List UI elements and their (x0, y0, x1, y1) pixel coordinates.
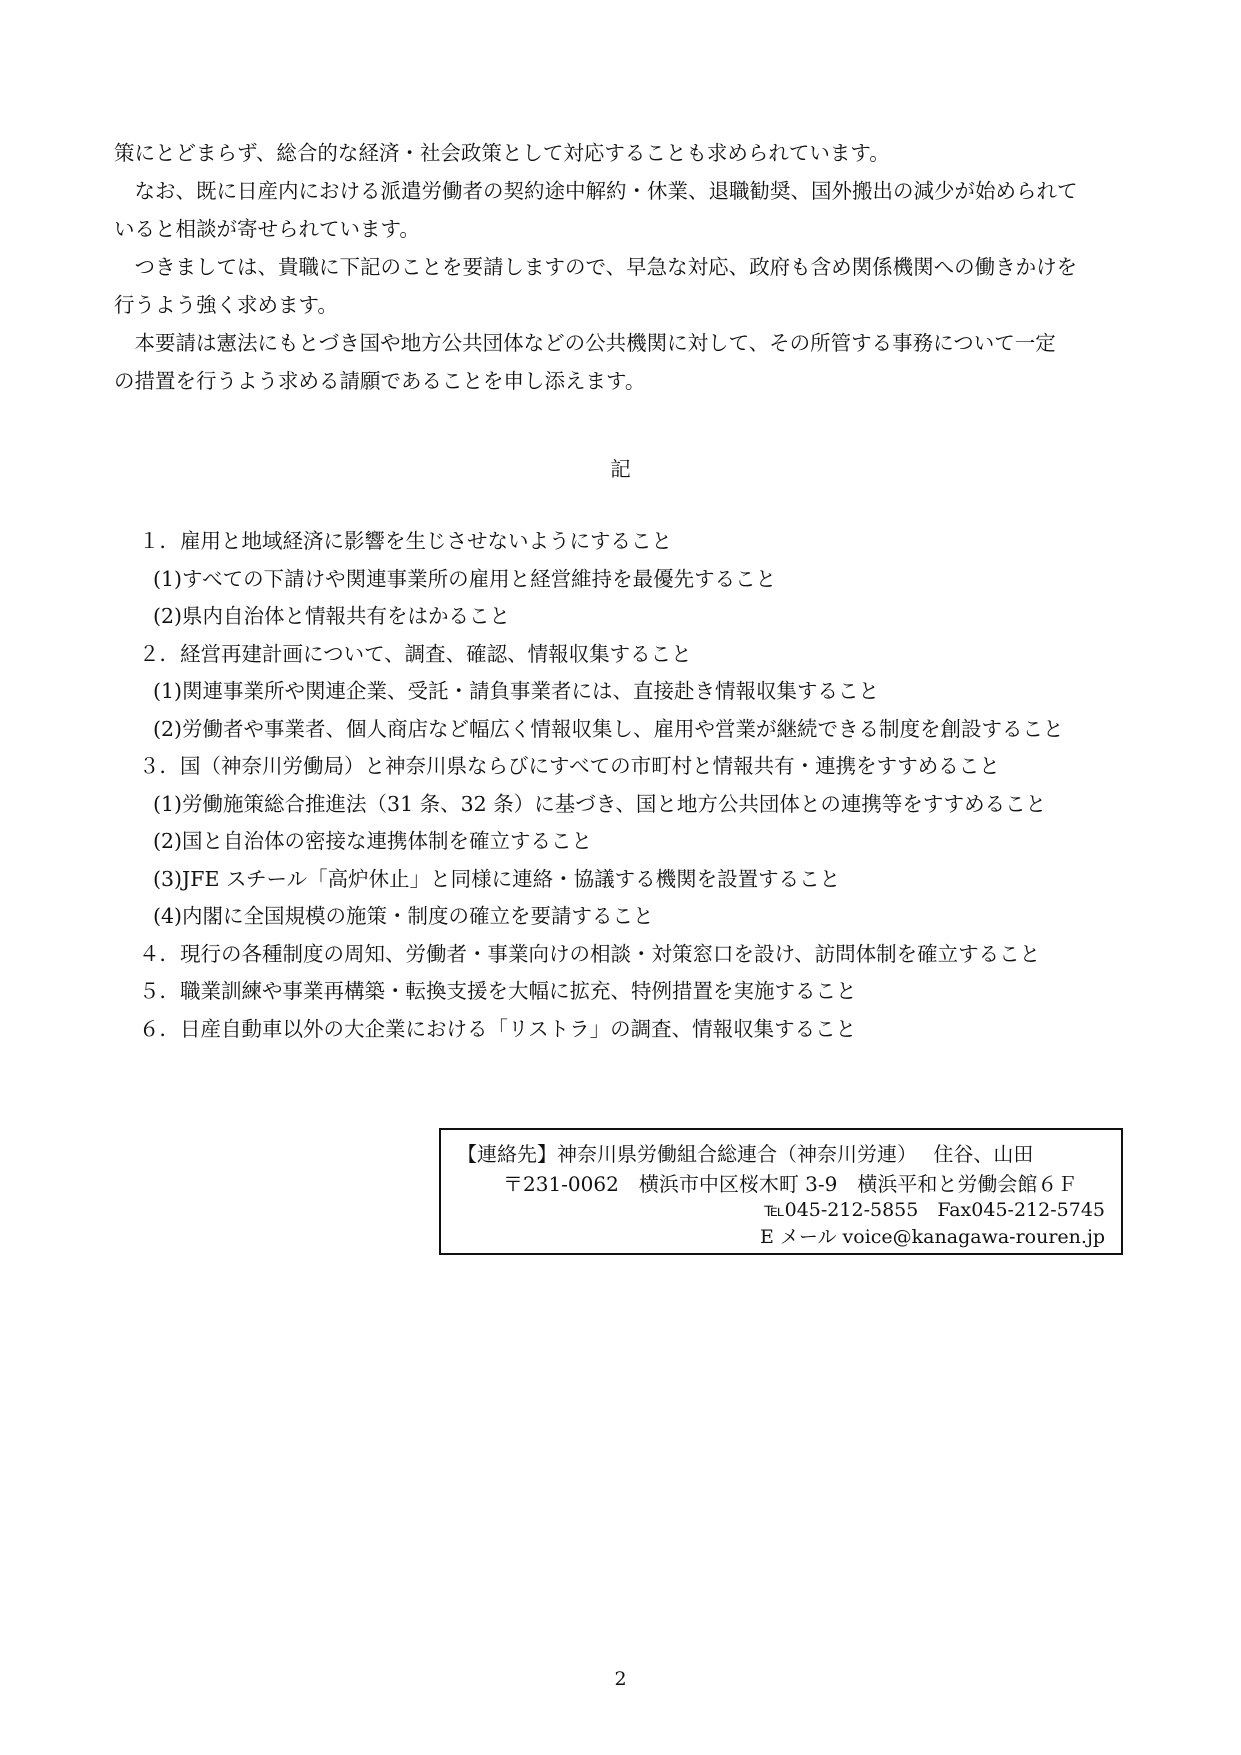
request-subitem-1-2: (2)県内自治体と情報共有をはかること (153, 604, 511, 628)
paragraph-2 (114, 172, 1129, 248)
paragraph-line: なお、既に日産内における派遣労働者の契約途中解約・休業、退職勧奨、国外搬出の減少が始められて (114, 179, 1078, 203)
page-number: 2 (614, 1668, 627, 1690)
contact-organization: 【連絡先】神奈川県労働組合総連合（神奈川労連） 住谷、山田 (457, 1142, 1034, 1166)
paragraph-line: 本要請は憲法にもとづき国や地方公共団体などの公共機関に対して、その所管する事務について一定 (114, 331, 1056, 355)
request-subitem-3-2: (2)国と自治体の密接な連携体制を確立すること (153, 829, 593, 853)
contact-phone-fax: ℡045-212-5855 Fax045-212-5745 (764, 1199, 1105, 1221)
request-item-6: ６．日産自動車以外の大企業における「リストラ」の調査、情報収集すること (139, 1016, 857, 1041)
paragraph-4 (114, 324, 1129, 400)
request-list (139, 523, 1064, 1048)
request-item-4: ４．現行の各種制度の周知、労働者・事業向けの相談・対策窓口を設け、訪問体制を確立すること (139, 941, 1041, 966)
contact-box (439, 1128, 1123, 1255)
paragraph-line: つきましては、貴職に下記のことを要請しますので、早急な対応、政府も含め関係機関への働きかけを (114, 255, 1078, 279)
paragraph-line: いると相談が寄せられています。 (114, 217, 420, 241)
request-subitem-3-3: (3)JFE スチール「高炉休止」と同様に連絡・協議する機関を設置すること (153, 866, 841, 891)
request-subitem-1-1: (1)すべての下請けや関連事業所の雇用と経営維持を最優先すること (153, 566, 777, 591)
contact-address: 〒231-0062 横浜市中区桜木町 3-9 横浜平和と労働会館６Ｆ (503, 1172, 1078, 1196)
contact-email: E メール voice@kanagawa-rouren.jp (759, 1226, 1105, 1248)
paragraph-line: の措置を行うよう求める請願であることを申し添えます。 (114, 369, 646, 393)
request-subitem-3-4: (4)内閣に全国規模の施策・制度の確立を要請すること (153, 904, 654, 928)
request-subitem-3-1: (1)労働施策総合推進法（31 条、32 条）に基づき、国と地方公共団体との連携等をすすめること (153, 791, 1047, 816)
paragraph-1 (114, 134, 1129, 172)
request-item-1: １．雇用と地域経済に影響を生じさせないようにすること (139, 529, 672, 553)
paragraph-line: 策にとどまらず、総合的な経済・社会政策として対応することも求められています。 (114, 141, 890, 165)
request-subitem-2-2: (2)労働者や事業者、個人商店など幅広く情報収集し、雇用や営業が継続できる制度を創設すること (153, 716, 1064, 741)
ki-heading: 記 (610, 457, 631, 481)
request-subitem-2-1: (1)関連事業所や関連企業、受託・請負事業者には、直接赴き情報収集すること (153, 679, 880, 703)
paragraph-3 (114, 248, 1129, 324)
paragraph-line: 行うよう強く求めます。 (114, 293, 338, 317)
request-item-5: ５．職業訓練や事業再構築・転換支援を大幅に拡充、特例措置を実施すること (139, 979, 857, 1003)
request-item-2: ２．経営再建計画について、調査、確認、情報収集すること (139, 641, 692, 666)
request-item-3: ３．国（神奈川労働局）と神奈川県ならびにすべての市町村と情報共有・連携をすすめること (139, 754, 1000, 778)
